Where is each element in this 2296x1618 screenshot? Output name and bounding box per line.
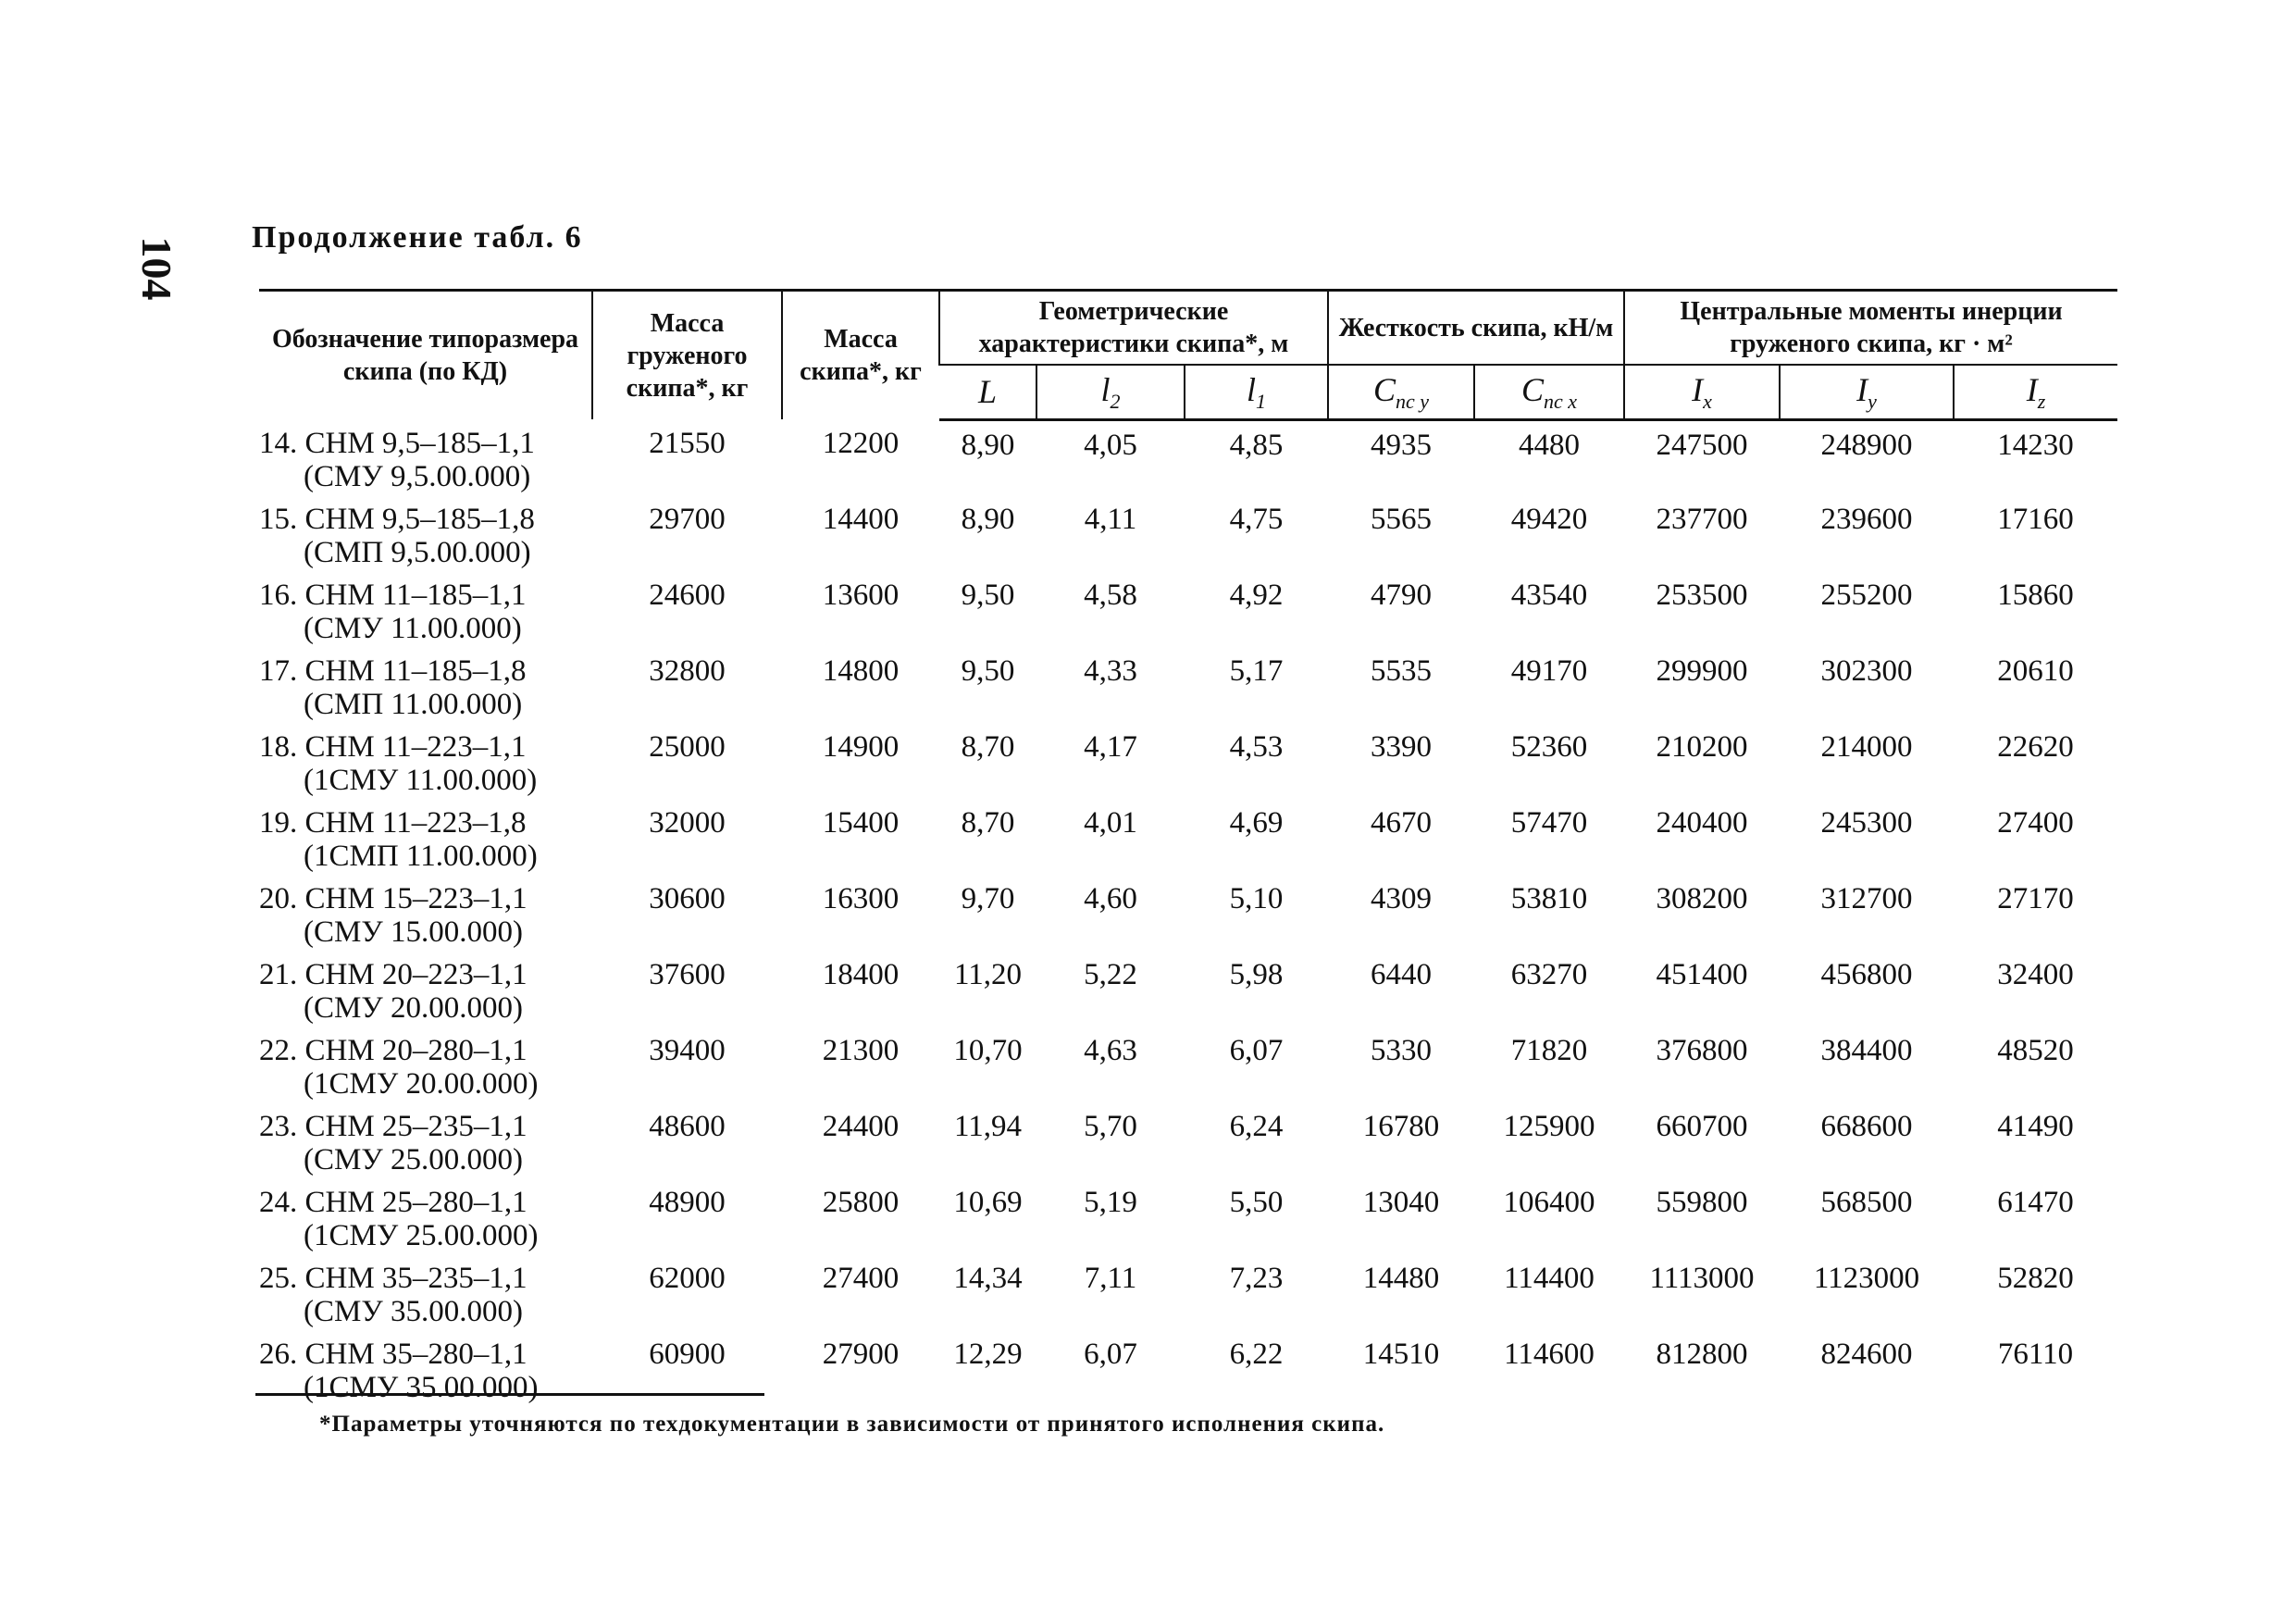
designation-name: 26. СНМ 35–280–1,1 <box>259 1338 527 1372</box>
header-l1: $l_1$ <box>1185 365 1328 419</box>
cell-ix: 376800 <box>1656 1034 1748 1068</box>
cell-cx: 125900 <box>1503 1110 1595 1144</box>
cell-cx: 57470 <box>1510 806 1588 840</box>
designation-name: 25. СНМ 35–235–1,1 <box>259 1262 527 1296</box>
cell-iz: 61470 <box>1997 1186 2074 1220</box>
cell-cy: 3390 <box>1371 730 1432 765</box>
cell-iz: 15860 <box>1997 579 2074 613</box>
cell-designation <box>259 951 592 1027</box>
cell-ix: 299900 <box>1656 654 1748 689</box>
designation-name: 21. СНМ 20–223–1,1 <box>259 958 527 992</box>
table-row <box>259 951 2117 1027</box>
designation-name: 19. СНМ 11–223–1,8 <box>259 806 527 840</box>
cell-iy: 248900 <box>1820 428 1913 462</box>
cell-loaded: 39400 <box>649 1034 726 1068</box>
cell-iz: 27400 <box>1997 806 2074 840</box>
designation-code: (1СМУ 25.00.000) <box>304 1219 539 1253</box>
header-iy: $I_y$ <box>1780 365 1954 419</box>
cell-designation <box>259 875 592 951</box>
cell-cx: 53810 <box>1510 882 1588 916</box>
cell-l1: 4,75 <box>1229 503 1284 537</box>
cell-skip: 16300 <box>822 882 900 916</box>
cell-iy: 245300 <box>1820 806 1913 840</box>
cell-L: 12,29 <box>953 1338 1023 1372</box>
cell-ix: 210200 <box>1656 730 1748 765</box>
cell-cy: 14480 <box>1362 1262 1440 1296</box>
cell-loaded: 48600 <box>649 1110 726 1144</box>
cell-cy: 5535 <box>1371 654 1432 689</box>
cell-L: 8,90 <box>961 428 1015 462</box>
cell-cx: 52360 <box>1510 730 1588 765</box>
cell-loaded: 21550 <box>649 427 726 461</box>
header-moments: Центральные моменты инерции груженого скипа, кг · м² <box>1624 291 2117 366</box>
designation-name: 15. СНМ 9,5–185–1,8 <box>259 503 535 537</box>
cell-designation <box>259 571 592 647</box>
header-L: L <box>939 365 1036 419</box>
cell-skip: 14900 <box>822 730 900 765</box>
designation-name: 24. СНМ 25–280–1,1 <box>259 1186 527 1220</box>
cell-iy: 239600 <box>1820 503 1913 537</box>
cell-l2: 6,07 <box>1084 1338 1137 1372</box>
cell-L: 9,70 <box>961 882 1015 916</box>
cell-l2: 5,19 <box>1084 1186 1137 1220</box>
cell-l1: 5,50 <box>1229 1186 1284 1220</box>
cell-ix: 308200 <box>1656 882 1748 916</box>
cell-loaded: 30600 <box>649 882 726 916</box>
cell-iz: 76110 <box>1997 1338 2074 1372</box>
cell-designation <box>259 799 592 875</box>
cell-skip: 14800 <box>822 654 900 689</box>
designation-code: (СМУ 25.00.000) <box>304 1143 523 1177</box>
designation-code: (СМУ 20.00.000) <box>304 991 523 1026</box>
designation-code: (СМУ 35.00.000) <box>304 1295 523 1329</box>
cell-l2: 4,58 <box>1084 579 1137 613</box>
cell-loaded: 37600 <box>649 958 726 992</box>
table-row <box>259 419 2117 495</box>
header-ix: $I_x$ <box>1624 365 1780 419</box>
cell-iz: 48520 <box>1997 1034 2074 1068</box>
cell-cx: 114400 <box>1504 1262 1595 1296</box>
cell-iy: 568500 <box>1820 1186 1913 1220</box>
cell-cx: 106400 <box>1503 1186 1595 1220</box>
cell-designation <box>259 1102 592 1178</box>
cell-iz: 27170 <box>1997 882 2074 916</box>
designation-code: (СМУ 9,5.00.000) <box>304 460 531 494</box>
table-row <box>259 1254 2117 1330</box>
header-l2: $l_2$ <box>1036 365 1185 419</box>
cell-ix: 812800 <box>1656 1338 1748 1372</box>
cell-cy: 13040 <box>1362 1186 1440 1220</box>
designation-code: (СМП 9,5.00.000) <box>304 536 531 570</box>
cell-cy: 5330 <box>1371 1034 1432 1068</box>
cell-cy: 14510 <box>1362 1338 1440 1372</box>
cell-iz: 32400 <box>1997 958 2074 992</box>
cell-loaded: 32000 <box>649 806 726 840</box>
cell-skip: 27400 <box>822 1262 900 1296</box>
cell-designation <box>259 647 592 723</box>
cell-skip: 27900 <box>822 1338 900 1372</box>
cell-designation <box>259 419 592 495</box>
designation-name: 18. СНМ 11–223–1,1 <box>259 730 527 765</box>
footnote-divider <box>255 1393 764 1396</box>
cell-skip: 18400 <box>822 958 900 992</box>
cell-ix: 240400 <box>1656 806 1748 840</box>
table-row <box>259 723 2117 799</box>
cell-cy: 4670 <box>1371 806 1432 840</box>
cell-skip: 21300 <box>822 1034 900 1068</box>
cell-l2: 4,60 <box>1084 882 1137 916</box>
cell-skip: 14400 <box>822 503 900 537</box>
cell-iy: 824600 <box>1820 1338 1913 1372</box>
cell-L: 9,50 <box>961 654 1015 689</box>
table-row <box>259 1178 2117 1254</box>
cell-designation <box>259 495 592 571</box>
header-loaded-mass: Масса груженого скипа*, кг <box>592 291 782 420</box>
designation-code: (1СМУ 20.00.000) <box>304 1067 539 1101</box>
header-c-ps-x: $C_{пс x}$ <box>1474 365 1624 419</box>
cell-l1: 4,92 <box>1229 579 1284 613</box>
header-designation: Обозначение типоразмера скипа (по КД) <box>259 291 592 420</box>
cell-l1: 6,07 <box>1229 1034 1284 1068</box>
table-row <box>259 1102 2117 1178</box>
cell-ix: 237700 <box>1656 503 1748 537</box>
cell-iy: 255200 <box>1820 579 1913 613</box>
designation-name: 22. СНМ 20–280–1,1 <box>259 1034 527 1068</box>
cell-L: 14,34 <box>953 1262 1023 1296</box>
designation-code: (1СМУ 35.00.000) <box>304 1371 539 1405</box>
cell-loaded: 25000 <box>649 730 726 765</box>
designation-code: (СМУ 15.00.000) <box>304 915 523 950</box>
cell-l1: 5,98 <box>1229 958 1284 992</box>
cell-L: 10,69 <box>953 1186 1023 1220</box>
cell-designation <box>259 723 592 799</box>
cell-ix: 451400 <box>1656 958 1748 992</box>
cell-ix: 660700 <box>1656 1110 1748 1144</box>
cell-L: 8,90 <box>961 503 1015 537</box>
cell-l1: 6,22 <box>1229 1338 1284 1372</box>
cell-skip: 15400 <box>822 806 900 840</box>
cell-l2: 5,22 <box>1084 958 1137 992</box>
cell-l2: 5,70 <box>1084 1110 1137 1144</box>
cell-designation <box>259 1027 592 1102</box>
table-row <box>259 647 2117 723</box>
cell-iz: 14230 <box>1997 428 2074 462</box>
cell-iy: 302300 <box>1820 654 1913 689</box>
cell-cx: 114600 <box>1504 1338 1595 1372</box>
cell-L: 11,94 <box>953 1110 1023 1144</box>
cell-iz: 17160 <box>1997 503 2074 537</box>
cell-skip: 13600 <box>822 579 900 613</box>
cell-l2: 4,01 <box>1084 806 1137 840</box>
cell-designation <box>259 1178 592 1254</box>
cell-iz: 20610 <box>1997 654 2074 689</box>
cell-ix: 559800 <box>1656 1186 1748 1220</box>
cell-loaded: 32800 <box>649 654 726 689</box>
cell-iz: 52820 <box>1997 1262 2074 1296</box>
cell-L: 8,70 <box>961 806 1015 840</box>
cell-ix: 1113000 <box>1649 1262 1755 1296</box>
cell-loaded: 48900 <box>649 1186 726 1220</box>
cell-loaded: 60900 <box>649 1338 726 1372</box>
cell-l2: 7,11 <box>1084 1262 1137 1296</box>
cell-loaded: 62000 <box>649 1262 726 1296</box>
designation-name: 20. СНМ 15–223–1,1 <box>259 882 527 916</box>
cell-l1: 4,53 <box>1229 730 1284 765</box>
cell-cx: 49420 <box>1510 503 1588 537</box>
cell-iy: 384400 <box>1820 1034 1913 1068</box>
cell-cy: 16780 <box>1362 1110 1440 1144</box>
cell-ix: 247500 <box>1656 428 1748 462</box>
designation-name: 16. СНМ 11–185–1,1 <box>259 579 527 613</box>
cell-l2: 4,17 <box>1084 730 1137 765</box>
designation-code: (1СМУ 11.00.000) <box>304 764 538 798</box>
designation-code: (СМУ 11.00.000) <box>304 612 522 646</box>
cell-cy: 6440 <box>1371 958 1432 992</box>
header-geometry: Геометрические характеристики скипа*, м <box>939 291 1328 366</box>
cell-cx: 49170 <box>1510 654 1588 689</box>
designation-code: (1СМП 11.00.000) <box>304 840 538 874</box>
header-c-ps-y: $C_{пс y}$ <box>1328 365 1474 419</box>
cell-l2: 4,63 <box>1084 1034 1137 1068</box>
cell-skip: 24400 <box>822 1110 900 1144</box>
cell-L: 8,70 <box>961 730 1015 765</box>
cell-iy: 668600 <box>1820 1110 1913 1144</box>
cell-l1: 5,17 <box>1229 654 1284 689</box>
table-row <box>259 799 2117 875</box>
skip-parameters-table <box>259 289 2117 1406</box>
table-row <box>259 875 2117 951</box>
cell-cy: 4309 <box>1371 882 1432 916</box>
cell-skip: 12200 <box>822 427 900 461</box>
cell-L: 11,20 <box>953 958 1023 992</box>
cell-cx: 71820 <box>1510 1034 1588 1068</box>
cell-l1: 7,23 <box>1229 1262 1284 1296</box>
cell-iy: 1123000 <box>1813 1262 1920 1296</box>
cell-l1: 4,85 <box>1229 428 1284 462</box>
cell-cy: 5565 <box>1371 503 1432 537</box>
cell-cx: 4480 <box>1519 428 1580 462</box>
cell-l2: 4,11 <box>1084 503 1137 537</box>
cell-skip: 25800 <box>822 1186 900 1220</box>
cell-loaded: 29700 <box>649 503 726 537</box>
cell-loaded: 24600 <box>649 579 726 613</box>
table-row <box>259 571 2117 647</box>
cell-cy: 4790 <box>1371 579 1432 613</box>
cell-iz: 22620 <box>1997 730 2074 765</box>
cell-l1: 4,69 <box>1229 806 1284 840</box>
cell-l1: 6,24 <box>1229 1110 1284 1144</box>
cell-cx: 43540 <box>1510 579 1588 613</box>
designation-name: 23. СНМ 25–235–1,1 <box>259 1110 527 1144</box>
designation-name: 17. СНМ 11–185–1,8 <box>259 654 527 689</box>
table-row <box>259 495 2117 571</box>
header-skip-mass: Масса скипа*, кг <box>782 291 939 420</box>
table-row <box>259 1027 2117 1102</box>
cell-iy: 312700 <box>1820 882 1913 916</box>
designation-name: 14. СНМ 9,5–185–1,1 <box>259 427 535 461</box>
cell-ix: 253500 <box>1656 579 1748 613</box>
cell-designation <box>259 1254 592 1330</box>
cell-l2: 4,05 <box>1084 428 1137 462</box>
cell-iy: 214000 <box>1820 730 1913 765</box>
page-number: 104 <box>133 236 181 301</box>
cell-L: 9,50 <box>961 579 1015 613</box>
cell-l1: 5,10 <box>1229 882 1284 916</box>
cell-iy: 456800 <box>1820 958 1913 992</box>
cell-cy: 4935 <box>1371 428 1432 462</box>
cell-l2: 4,33 <box>1084 654 1137 689</box>
cell-iz: 41490 <box>1997 1110 2074 1144</box>
designation-code: (СМП 11.00.000) <box>304 688 523 722</box>
table-caption: Продолжение табл. 6 <box>252 220 583 255</box>
cell-L: 10,70 <box>953 1034 1023 1068</box>
header-stiffness: Жесткость скипа, кН/м <box>1328 291 1624 366</box>
footnote: *Параметры уточняются по техдокументации в зависимости от принятого исполнения скипа. <box>319 1412 1385 1437</box>
cell-cx: 63270 <box>1510 958 1588 992</box>
header-iz: $I_z$ <box>1954 365 2117 419</box>
